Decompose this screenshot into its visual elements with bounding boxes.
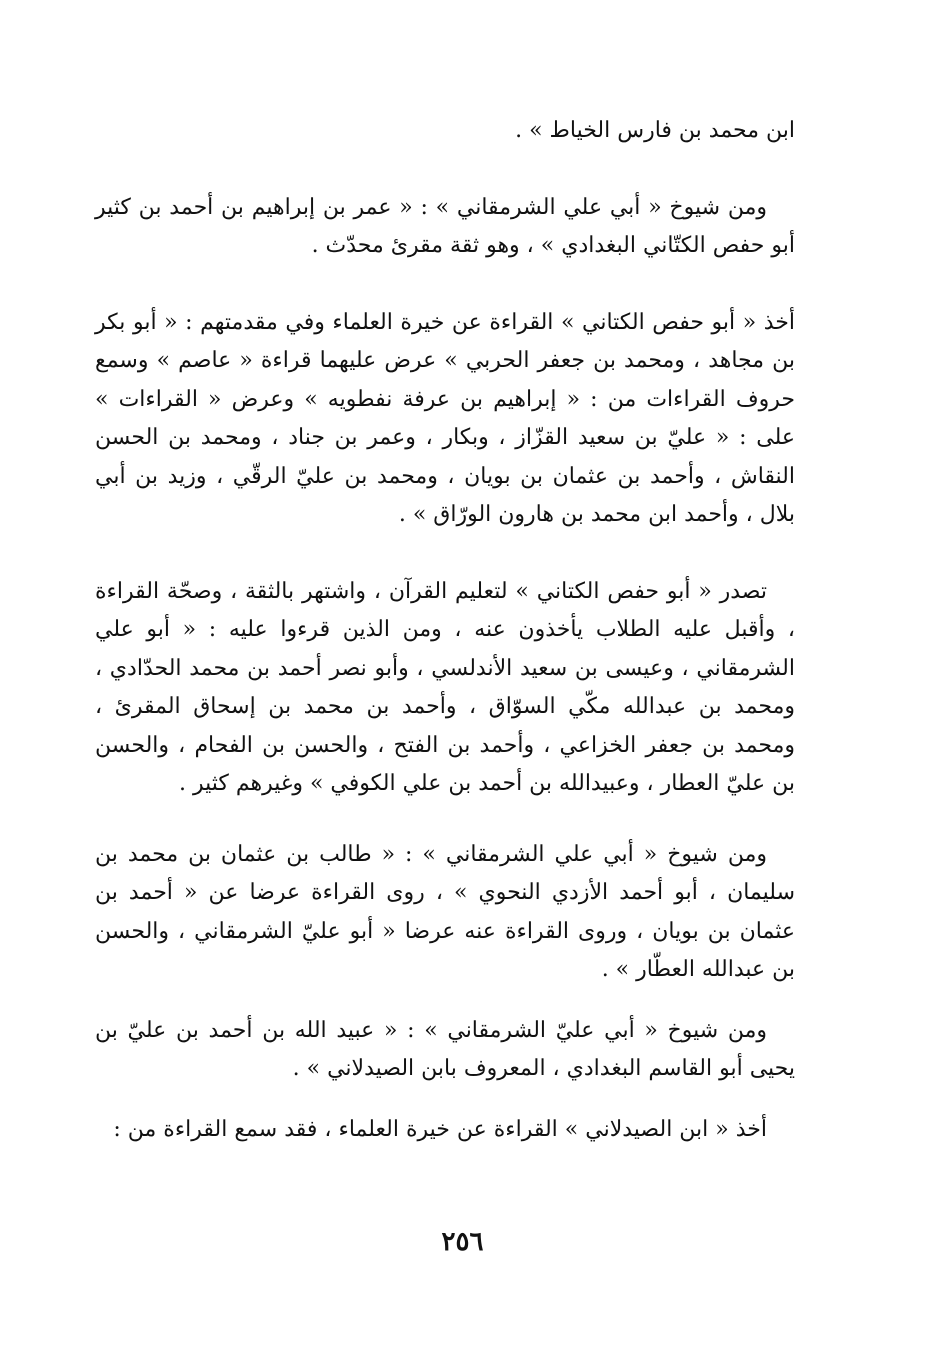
paragraph-5: ومن شيوخ « أبي علي الشرمقاني » : « طالب بن عثمان بن محمد بن سليمان ، أبو أحمد الأزدي النحوي » ، روى القراءة عرضا عن « أحمد بن عثمان بن بويان ، وروى القراءة عنه عرضا « أبو عليّ الشرمقاني ، والحسن بن عبدالله العطّار » . [95, 841, 795, 982]
paragraph-7: أخذ « ابن الصيدلاني » القراءة عن خيرة العلماء ، فقد سمع القراءة من : [113, 1116, 767, 1142]
page-body-text [95, 112, 795, 1149]
paragraph-3: أخذ « أبو حفص الكتاني » القراءة عن خيرة العلماء وفي مقدمتهم : « أبو بكر بن مجاهد ، ومحمد بن جعفر الحربي » عرض عليهما قراءة « عاصم » وسمع حروف القراءات من : « إبراهيم بن عرفة نفطويه » وعرض « القراءات » على : « عليّ بن سعيد القزّاز ، وبكار ، وعمر بن جناد ، ومحمد بن الحسن النقاش ، وأحمد بن عثمان بن بويان ، ومحمد بن عليّ الرقّي ، وزيد بن أبي بلال ، وأحمد ابن محمد بن هارون الورّاق » . [95, 309, 795, 527]
paragraph-4: تصدر « أبو حفص الكتاني » لتعليم القرآن ، واشتهر بالثقة ، وصحّة القراءة ، وأقبل عليه الطلاب يأخذون عنه ، ومن الذين قرءوا عليه : « أبو علي الشرمقاني ، وعيسى بن سعيد الأندلسي ، وأبو نصر أحمد بن محمد الحدّادي ، ومحمد بن عبدالله مكّي السوّاق ، وأحمد بن محمد بن إسحاق المقرئ ، ومحمد بن جعفر الخزاعي ، وأحمد بن الفتح ، والحسن بن الفحام ، والحسن بن عليّ العطار ، وعبيدالله بن أحمد بن علي الكوفي » وغيرهم كثير . [95, 578, 795, 796]
paragraph-2: ومن شيوخ « أبي علي الشرمقاني » : « عمر بن إبراهيم بن أحمد بن كثير أبو حفص الكتّاني البغدادي » ، وهو ثقة مقرئ محدّث . [95, 194, 795, 258]
page-number: ٢٥٦ [441, 1227, 484, 1257]
paragraph-6: ومن شيوخ « أبي عليّ الشرمقاني » : « عبيد الله بن أحمد بن عليّ بن يحيى أبو القاسم البغدادي ، المعروف بابن الصيدلاني » . [95, 1017, 795, 1081]
paragraph-1: ابن محمد بن فارس الخياط » . [515, 118, 795, 143]
